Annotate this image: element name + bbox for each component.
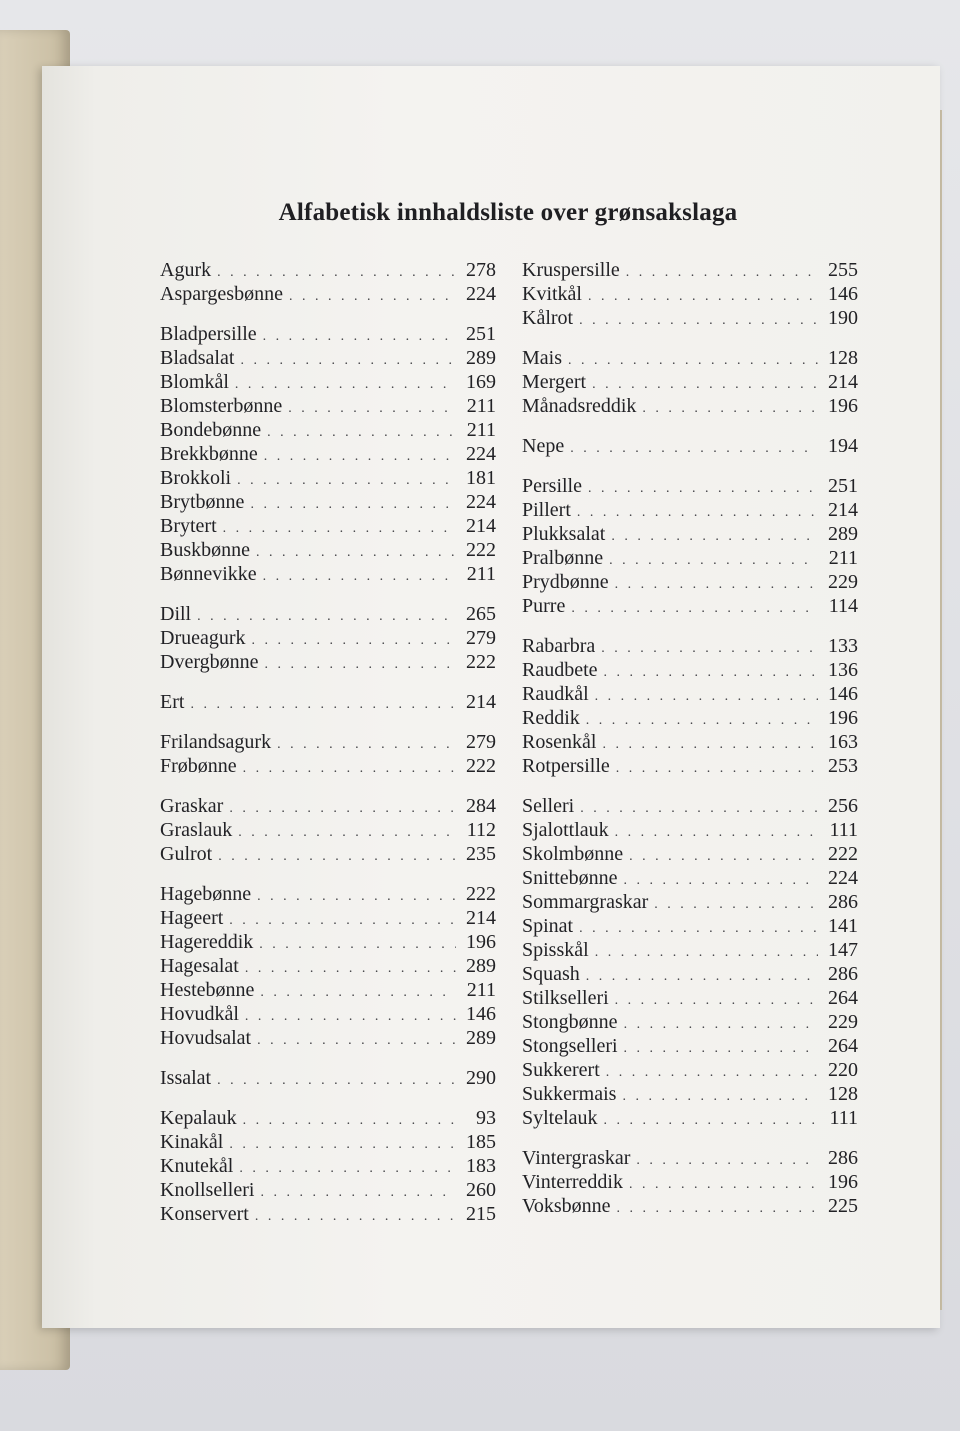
entry-name: Graslauk xyxy=(160,819,233,841)
letter-group xyxy=(160,258,496,306)
entry-name: Prydbønne xyxy=(522,571,609,593)
dot-leader xyxy=(289,285,456,309)
entry-page-number: 229 xyxy=(828,1011,858,1033)
index-entry xyxy=(522,594,858,618)
entry-page-number: 147 xyxy=(828,939,858,961)
entry-name: Reddik xyxy=(522,707,580,729)
index-column-left xyxy=(160,258,496,1242)
index-entry xyxy=(160,538,496,562)
entry-page-number: 185 xyxy=(466,1131,496,1153)
entry-page-number: 211 xyxy=(466,395,496,417)
index-entry xyxy=(522,938,858,962)
entry-name: Syltelauk xyxy=(522,1107,598,1129)
entry-page-number: 214 xyxy=(466,515,496,537)
entry-name: Rosenkål xyxy=(522,731,597,753)
entry-name: Kinakål xyxy=(160,1131,224,1153)
entry-name: Dvergbønne xyxy=(160,651,259,673)
entry-page-number: 214 xyxy=(828,371,858,393)
entry-name: Hestebønne xyxy=(160,979,255,1001)
index-entry xyxy=(522,682,858,706)
dot-leader xyxy=(252,629,456,653)
entry-name: Frøbønne xyxy=(160,755,237,777)
entry-name: Mergert xyxy=(522,371,587,393)
index-entry xyxy=(160,650,496,674)
entry-name: Hagesalat xyxy=(160,955,239,977)
entry-name: Vinterreddik xyxy=(522,1171,623,1193)
entry-name: Bladsalat xyxy=(160,347,235,369)
dot-leader xyxy=(263,565,456,589)
entry-page-number: 146 xyxy=(466,1003,496,1025)
dot-leader xyxy=(595,685,818,709)
entry-page-number: 114 xyxy=(828,595,858,617)
dot-leader xyxy=(629,1173,818,1197)
entry-name: Hageert xyxy=(160,907,224,929)
letter-group xyxy=(160,1106,496,1226)
entry-name: Pillert xyxy=(522,499,571,521)
dot-leader xyxy=(624,1013,818,1037)
dot-leader xyxy=(588,285,818,309)
dot-leader xyxy=(257,885,456,909)
entry-name: Raudkål xyxy=(522,683,589,705)
entry-page-number: 169 xyxy=(466,371,496,393)
index-entry xyxy=(160,346,496,370)
dot-leader xyxy=(568,349,818,373)
dot-leader xyxy=(615,821,818,845)
index-entry xyxy=(522,1170,858,1194)
dot-leader xyxy=(267,421,456,445)
index-entry xyxy=(522,1194,858,1218)
dot-leader xyxy=(240,349,456,373)
entry-name: Bladpersille xyxy=(160,323,257,345)
entry-name: Sukkermais xyxy=(522,1083,617,1105)
index-entry xyxy=(160,794,496,818)
dot-leader xyxy=(604,1109,818,1133)
entry-name: Gulrot xyxy=(160,843,213,865)
index-entry xyxy=(160,514,496,538)
entry-name: Rabarbra xyxy=(522,635,596,657)
index-entry xyxy=(160,1178,496,1202)
index-entry xyxy=(160,394,496,418)
entry-page-number: 183 xyxy=(466,1155,496,1177)
dot-leader xyxy=(223,517,456,541)
dot-leader xyxy=(218,845,456,869)
entry-page-number: 222 xyxy=(466,539,496,561)
dot-leader xyxy=(617,1197,818,1221)
dot-leader xyxy=(636,1149,818,1173)
entry-page-number: 265 xyxy=(466,603,496,625)
index-entry xyxy=(160,882,496,906)
index-entry xyxy=(522,634,858,658)
entry-page-number: 222 xyxy=(466,755,496,777)
dot-leader xyxy=(257,1029,456,1053)
entry-name: Bondebønne xyxy=(160,419,262,441)
entry-page-number: 220 xyxy=(828,1059,858,1081)
dot-leader xyxy=(217,1069,456,1093)
entry-page-number: 289 xyxy=(828,523,858,545)
entry-name: Brytbønne xyxy=(160,491,245,513)
letter-group xyxy=(522,474,858,618)
entry-name: Pralbønne xyxy=(522,547,604,569)
dot-leader xyxy=(629,845,818,869)
dot-leader xyxy=(611,525,818,549)
index-entry xyxy=(160,626,496,650)
entry-page-number: 133 xyxy=(828,635,858,657)
entry-name: Brokkoli xyxy=(160,467,232,489)
index-entry xyxy=(522,818,858,842)
index-entry xyxy=(160,930,496,954)
entry-name: Konservert xyxy=(160,1203,249,1225)
entry-page-number: 224 xyxy=(828,867,858,889)
entry-name: Skolmbønne xyxy=(522,843,624,865)
index-entry xyxy=(160,954,496,978)
entry-page-number: 222 xyxy=(466,883,496,905)
entry-page-number: 264 xyxy=(828,987,858,1009)
dot-leader xyxy=(243,1109,456,1133)
index-entry xyxy=(160,466,496,490)
entry-page-number: 289 xyxy=(466,347,496,369)
entry-page-number: 253 xyxy=(828,755,858,777)
index-entry xyxy=(160,322,496,346)
index-entry xyxy=(160,978,496,1002)
dot-leader xyxy=(571,597,818,621)
entry-name: Aspargesbønne xyxy=(160,283,283,305)
entry-page-number: 194 xyxy=(828,435,858,457)
entry-name: Stongbønne xyxy=(522,1011,618,1033)
entry-page-number: 225 xyxy=(828,1195,858,1217)
entry-page-number: 181 xyxy=(466,467,496,489)
entry-name: Hagebønne xyxy=(160,883,252,905)
entry-page-number: 112 xyxy=(466,819,496,841)
dot-leader xyxy=(579,917,818,941)
entry-page-number: 289 xyxy=(466,955,496,977)
entry-name: Nepe xyxy=(522,435,565,457)
entry-name: Sjalottlauk xyxy=(522,819,609,841)
entry-page-number: 222 xyxy=(466,651,496,673)
entry-page-number: 136 xyxy=(828,659,858,681)
dot-leader xyxy=(229,797,456,821)
entry-page-number: 255 xyxy=(828,259,858,281)
index-entry xyxy=(522,1106,858,1130)
index-entry xyxy=(522,370,858,394)
dot-leader xyxy=(239,1157,456,1181)
page-title: Alfabetisk innhaldsliste over grønsakslaga xyxy=(278,198,738,226)
letter-group xyxy=(160,794,496,866)
dot-leader xyxy=(602,733,818,757)
entry-page-number: 196 xyxy=(828,395,858,417)
entry-name: Selleri xyxy=(522,795,575,817)
entry-name: Sukkerert xyxy=(522,1059,600,1081)
dot-leader xyxy=(277,733,456,757)
entry-page-number: 111 xyxy=(829,1107,858,1129)
index-entry xyxy=(160,690,496,714)
entry-name: Purre xyxy=(522,595,566,617)
index-entry xyxy=(522,890,858,914)
entry-page-number: 278 xyxy=(466,259,496,281)
index-entry xyxy=(522,522,858,546)
index-entry xyxy=(522,1034,858,1058)
entry-name: Vintergraskar xyxy=(522,1147,631,1169)
entry-name: Kålrot xyxy=(522,307,574,329)
entry-page-number: 128 xyxy=(828,347,858,369)
entry-page-number: 196 xyxy=(828,707,858,729)
index-entry xyxy=(522,914,858,938)
letter-group xyxy=(522,434,858,458)
index-entry xyxy=(160,1130,496,1154)
dot-leader xyxy=(626,261,818,285)
entry-page-number: 141 xyxy=(828,915,858,937)
entry-page-number: 214 xyxy=(466,691,496,713)
dot-leader xyxy=(255,1205,456,1229)
index-entry xyxy=(522,658,858,682)
dot-leader xyxy=(615,989,818,1013)
dot-leader xyxy=(259,933,456,957)
index-entry xyxy=(522,258,858,282)
entry-page-number: 146 xyxy=(828,283,858,305)
entry-page-number: 264 xyxy=(828,1035,858,1057)
index-entry xyxy=(160,906,496,930)
index-entry xyxy=(160,490,496,514)
index-entry xyxy=(522,1058,858,1082)
index-entry xyxy=(522,842,858,866)
entry-name: Rotpersille xyxy=(522,755,610,777)
entry-page-number: 196 xyxy=(466,931,496,953)
index-entry xyxy=(160,282,496,306)
entry-name: Sommargraskar xyxy=(522,891,649,913)
entry-name: Spisskål xyxy=(522,939,589,961)
entry-name: Raudbete xyxy=(522,659,598,681)
index-entry xyxy=(522,706,858,730)
entry-page-number: 211 xyxy=(828,547,858,569)
index-entry xyxy=(522,1010,858,1034)
dot-leader xyxy=(570,437,818,461)
index-entry xyxy=(522,474,858,498)
entry-page-number: 215 xyxy=(466,1203,496,1225)
index-entry xyxy=(160,818,496,842)
index-entry xyxy=(522,754,858,778)
index-entry xyxy=(160,730,496,754)
index-entry xyxy=(160,562,496,586)
index-entry xyxy=(160,1154,496,1178)
index-entry xyxy=(522,546,858,570)
entry-name: Spinat xyxy=(522,915,574,937)
entry-name: Voksbønne xyxy=(522,1195,611,1217)
entry-page-number: 279 xyxy=(466,627,496,649)
entry-page-number: 235 xyxy=(466,843,496,865)
index-entry xyxy=(160,418,496,442)
index-entry xyxy=(522,866,858,890)
letter-group xyxy=(522,258,858,330)
dot-leader xyxy=(586,965,818,989)
dot-leader xyxy=(250,493,456,517)
letter-group xyxy=(522,794,858,1130)
dot-leader xyxy=(260,1181,456,1205)
entry-name: Knollselleri xyxy=(160,1179,255,1201)
entry-page-number: 93 xyxy=(476,1107,496,1129)
entry-page-number: 251 xyxy=(828,475,858,497)
entry-name: Hovudsalat xyxy=(160,1027,252,1049)
index-entry xyxy=(522,570,858,594)
letter-group xyxy=(160,602,496,674)
entry-page-number: 111 xyxy=(829,819,858,841)
index-entry xyxy=(160,370,496,394)
entry-name: Buskbønne xyxy=(160,539,250,561)
entry-name: Hagereddik xyxy=(160,931,254,953)
entry-name: Dill xyxy=(160,603,192,625)
index-entry xyxy=(160,258,496,282)
entry-name: Issalat xyxy=(160,1067,212,1089)
entry-page-number: 211 xyxy=(466,419,496,441)
index-entry xyxy=(522,394,858,418)
entry-page-number: 279 xyxy=(466,731,496,753)
letter-group xyxy=(160,322,496,586)
dot-leader xyxy=(654,893,818,917)
dot-leader xyxy=(238,821,456,845)
dot-leader xyxy=(580,797,818,821)
entry-name: Brytert xyxy=(160,515,217,537)
index-entry xyxy=(522,962,858,986)
entry-page-number: 214 xyxy=(828,499,858,521)
index-entry xyxy=(522,1146,858,1170)
entry-name: Blomsterbønne xyxy=(160,395,283,417)
entry-page-number: 290 xyxy=(466,1067,496,1089)
entry-page-number: 196 xyxy=(828,1171,858,1193)
index-entry xyxy=(522,986,858,1010)
letter-group xyxy=(160,690,496,714)
entry-page-number: 146 xyxy=(828,683,858,705)
letter-group xyxy=(522,346,858,418)
entry-name: Squash xyxy=(522,963,580,985)
entry-page-number: 163 xyxy=(828,731,858,753)
dot-leader xyxy=(642,397,818,421)
entry-page-number: 289 xyxy=(466,1027,496,1049)
dot-leader xyxy=(616,757,818,781)
index-entry xyxy=(160,1202,496,1226)
index-entry xyxy=(522,346,858,370)
dot-leader xyxy=(606,1061,818,1085)
entry-name: Kruspersille xyxy=(522,259,620,281)
letter-group xyxy=(160,1066,496,1090)
index-entry xyxy=(160,1066,496,1090)
entry-page-number: 128 xyxy=(828,1083,858,1105)
entry-page-number: 286 xyxy=(828,1147,858,1169)
index-entry xyxy=(522,282,858,306)
dot-leader xyxy=(588,477,818,501)
entry-name: Stilkselleri xyxy=(522,987,609,1009)
dot-leader xyxy=(190,693,456,717)
entry-page-number: 286 xyxy=(828,891,858,913)
index-entry xyxy=(160,754,496,778)
index-entry xyxy=(160,1106,496,1130)
dot-leader xyxy=(265,653,457,677)
index-entry xyxy=(522,794,858,818)
dot-leader xyxy=(256,541,456,565)
entry-page-number: 256 xyxy=(828,795,858,817)
entry-page-number: 260 xyxy=(466,1179,496,1201)
dot-leader xyxy=(245,957,456,981)
dot-leader xyxy=(586,709,818,733)
dot-leader xyxy=(604,661,818,685)
dot-leader xyxy=(229,1133,456,1157)
dot-leader xyxy=(237,469,456,493)
dot-leader xyxy=(595,941,818,965)
entry-page-number: 224 xyxy=(466,491,496,513)
entry-page-number: 284 xyxy=(466,795,496,817)
entry-name: Kepalauk xyxy=(160,1107,237,1129)
letter-group xyxy=(522,634,858,778)
letter-group xyxy=(160,882,496,1050)
entry-page-number: 251 xyxy=(466,323,496,345)
entry-page-number: 224 xyxy=(466,283,496,305)
index-entry xyxy=(522,1082,858,1106)
index-entry xyxy=(160,1002,496,1026)
entry-name: Hovudkål xyxy=(160,1003,239,1025)
entry-page-number: 190 xyxy=(828,307,858,329)
entry-name: Agurk xyxy=(160,259,212,281)
entry-name: Bønnevikke xyxy=(160,563,257,585)
index-entry xyxy=(522,730,858,754)
entry-name: Kvitkål xyxy=(522,283,582,305)
entry-page-number: 211 xyxy=(466,979,496,1001)
index-entry xyxy=(522,434,858,458)
index-entry xyxy=(160,842,496,866)
entry-page-number: 286 xyxy=(828,963,858,985)
entry-name: Brekkbønne xyxy=(160,443,258,465)
dot-leader xyxy=(624,1037,818,1061)
dot-leader xyxy=(615,573,818,597)
dot-leader xyxy=(601,637,818,661)
dot-leader xyxy=(577,501,818,525)
dot-leader xyxy=(579,309,818,333)
index-column-right xyxy=(522,258,858,1234)
entry-name: Plukksalat xyxy=(522,523,606,545)
letter-group xyxy=(160,730,496,778)
entry-name: Snittebønne xyxy=(522,867,618,889)
entry-page-number: 229 xyxy=(828,571,858,593)
dot-leader xyxy=(245,1005,456,1029)
entry-name: Frilandsagurk xyxy=(160,731,272,753)
index-entry xyxy=(160,1026,496,1050)
dot-leader xyxy=(288,397,456,421)
entry-name: Stongselleri xyxy=(522,1035,618,1057)
entry-name: Blomkål xyxy=(160,371,229,393)
entry-name: Mais xyxy=(522,347,562,369)
dot-leader xyxy=(264,445,456,469)
entry-name: Drueagurk xyxy=(160,627,246,649)
index-entry xyxy=(522,306,858,330)
entry-name: Persille xyxy=(522,475,582,497)
dot-leader xyxy=(260,981,456,1005)
letter-group xyxy=(522,1146,858,1218)
entry-name: Knutekål xyxy=(160,1155,234,1177)
index-entry xyxy=(160,442,496,466)
entry-page-number: 211 xyxy=(466,563,496,585)
index-entry xyxy=(160,602,496,626)
entry-page-number: 224 xyxy=(466,443,496,465)
entry-name: Ert xyxy=(160,691,185,713)
dot-leader xyxy=(243,757,456,781)
index-entry xyxy=(522,498,858,522)
entry-name: Graskar xyxy=(160,795,224,817)
dot-leader xyxy=(263,325,456,349)
entry-page-number: 222 xyxy=(828,843,858,865)
dot-leader xyxy=(229,909,456,933)
entry-name: Månadsreddik xyxy=(522,395,637,417)
dot-leader xyxy=(622,1085,818,1109)
entry-page-number: 214 xyxy=(466,907,496,929)
dot-leader xyxy=(609,549,818,573)
